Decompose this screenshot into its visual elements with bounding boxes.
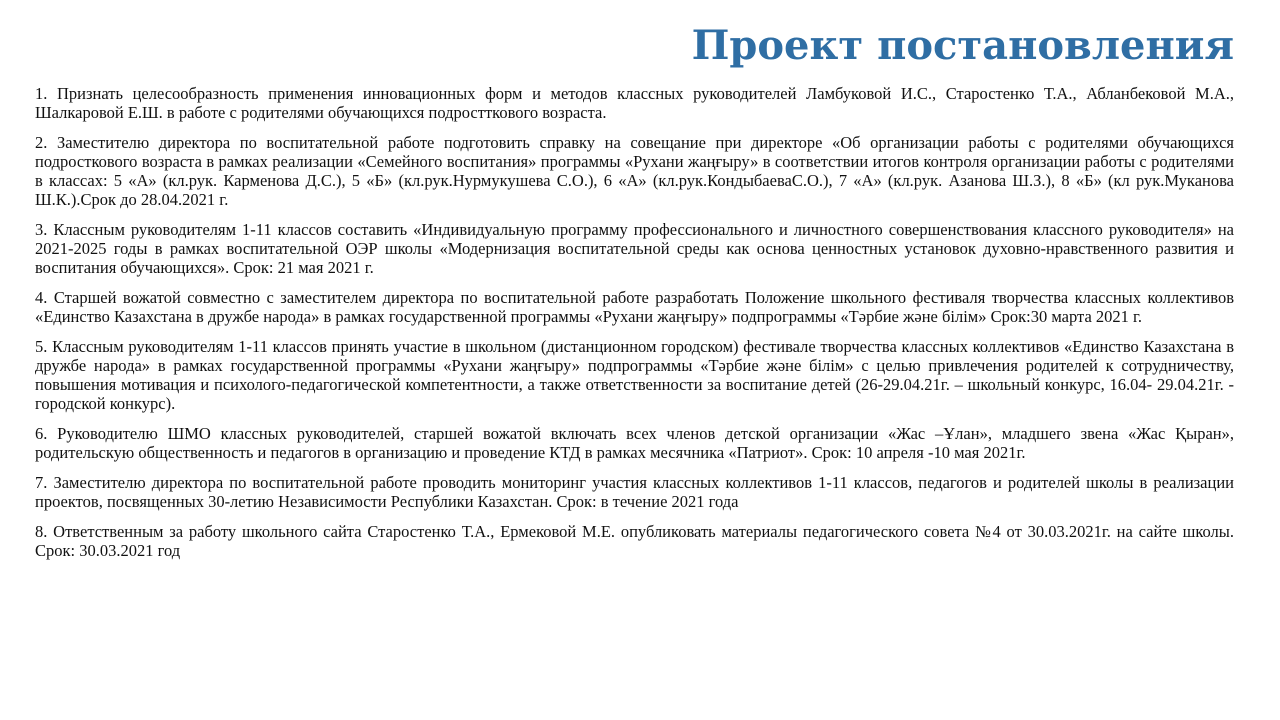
resolution-item-4: 4. Старшей вожатой совместно с заместителем директора по воспитательной работе разработать Положение школьного фестиваля творчества классных коллективов «Единство Казахстана в дружбе народа» в рамках государственной программы «Рухани жаңғыру» подпрограммы «Тәрбие және білім» Срок:30 марта 2021 г. [35, 288, 1234, 326]
resolution-item-3: 3. Классным руководителям 1-11 классов составить «Индивидуальную программу профессионального и личностного совершенствования классного руководителя» на 2021-2025 годы в рамках воспитательной ОЭР школы «Модернизация воспитательной среды как основа ценностных установок духовно-нравственного развития и воспитания обучающихся». Срок: 21 мая 2021 г. [35, 220, 1234, 277]
resolution-item-7: 7. Заместителю директора по воспитательной работе проводить мониторинг участия классных коллективов 1-11 классов, педагогов и родителей школы в реализации проектов, посвященных 30-летию Независимости Республики Казахстан. Срок: в течение 2021 года [35, 473, 1234, 511]
resolution-item-2: 2. Заместителю директора по воспитательной работе подготовить справку на совещание при директоре «Об организации работы с родителями обучающихся подросткового возраста в рамках реализации «Семейного воспитания» программы «Рухани жаңғыру» в соответствии итогов контроля организации работы с родителями в классах: 5 «А» (кл.рук. Карменова Д.С.), 5 «Б» (кл.рук.Нурмукушева С.О.), 6 «А» (кл.рук.КондыбаеваС.О.), 7 «А» (кл.рук. Азанова Ш.З.), 8 «Б» (кл рук.Муканова Ш.К.).Срок до 28.04.2021 г. [35, 133, 1234, 209]
slide-title: Проект постановления [691, 22, 1234, 69]
resolution-item-1: 1. Признать целесообразность применения инновационных форм и методов классных руководителей Ламбуковой И.С., Старостенко Т.А., Абланбековой М.А., Шалкаровой Е.Ш. в работе с родителями обучающихся подростткового возраста. [35, 84, 1234, 122]
resolution-item-8: 8. Ответственным за работу школьного сайта Старостенко Т.А., Ермековой М.Е. опубликовать материалы педагогического совета №4 от 30.03.2021г. на сайте школы. Срок: 30.03.2021 год [35, 522, 1234, 560]
resolution-item-5: 5. Классным руководителям 1-11 классов принять участие в школьном (дистанционном городском) фестивале творчества классных коллективов «Единство Казахстана в дружбе народа» в рамках государственной программы «Рухани жаңғыру» подпрограммы «Тәрбие және білім» с целью привлечения родителей к сотрудничеству, повышения мотивация и психолого-педагогической компетентности, а также ответственности за воспитание детей (26-29.04.21г. – школьный конкурс, 16.04- 29.04.21г. - городской конкурс). [35, 337, 1234, 413]
resolution-body [35, 84, 1234, 571]
resolution-item-6: 6. Руководителю ШМО классных руководителей, старшей вожатой включать всех членов детской организации «Жас –Ұлан», младшего звена «Жас Қыран», родительскую общественность и педагогов в организацию и проведение КТД в рамках месячника «Патриот». Срок: 10 апреля -10 мая 2021г. [35, 424, 1234, 462]
